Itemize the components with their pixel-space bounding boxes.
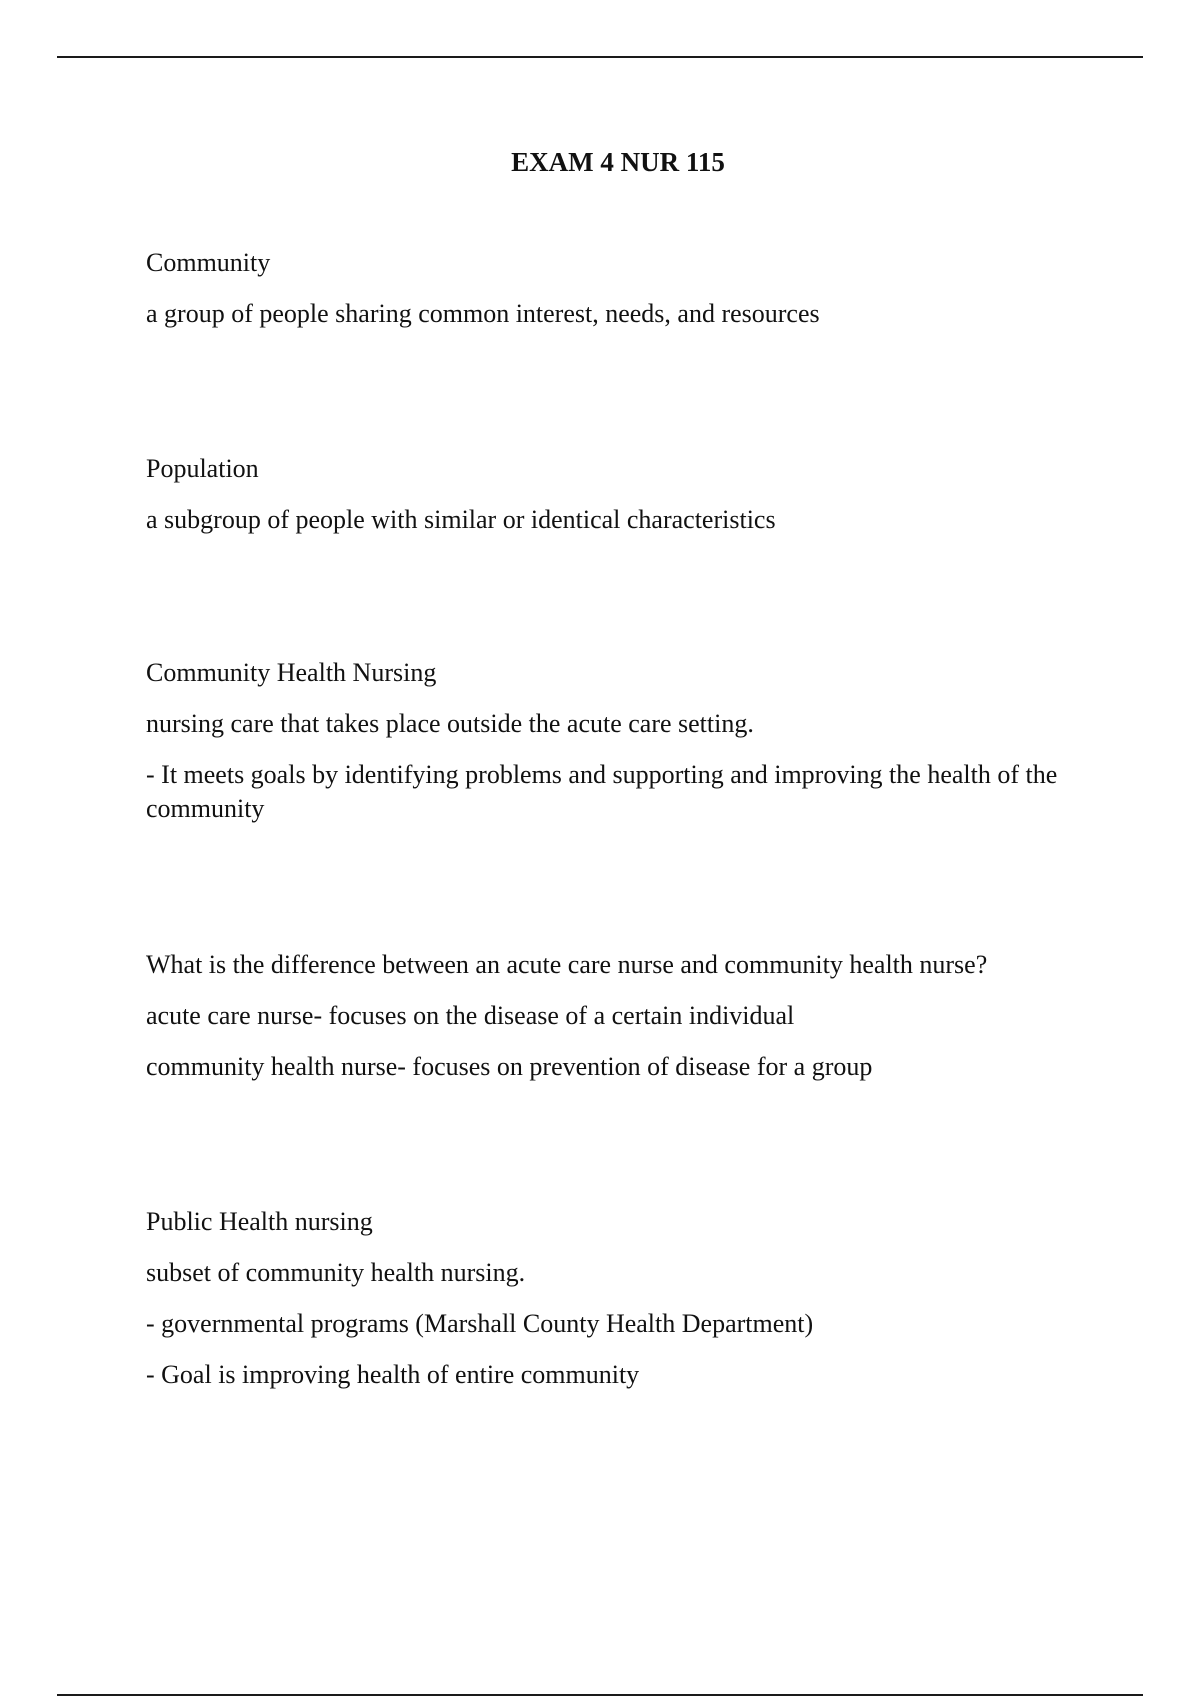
flashcard-entry [146, 246, 1076, 331]
entry-term: Public Health nursing [146, 1207, 373, 1236]
entry-definition: community health nurse- focuses on prevention of disease for a group [146, 1052, 873, 1081]
entry-term: Population [146, 454, 259, 483]
entry-term: Community Health Nursing [146, 658, 437, 687]
entry-definition: acute care nurse- focuses on the disease of a certain individual [146, 1001, 795, 1030]
entry-definition: a group of people sharing common interest, needs, and resources [146, 299, 820, 328]
entry-term: Community [146, 248, 271, 277]
flashcard-entry [146, 452, 1076, 537]
top-rule [57, 56, 1143, 58]
entry-definition: - governmental programs (Marshall County Health Department) [146, 1309, 814, 1338]
page-title: EXAM 4 NUR 115 [511, 147, 725, 177]
flashcard-entry [146, 1205, 1076, 1392]
entry-definition: a subgroup of people with similar or identical characteristics [146, 505, 776, 534]
entry-definition: - Goal is improving health of entire community [146, 1360, 640, 1389]
entry-definition: - It meets goals by identifying problems and supporting and improving the health of the community [146, 760, 1058, 823]
flashcard-entry [146, 948, 1076, 1084]
entry-definition: nursing care that takes place outside the acute care setting. [146, 709, 754, 738]
bottom-rule [57, 1694, 1143, 1696]
flashcard-entry [146, 656, 1076, 826]
entry-definition: subset of community health nursing. [146, 1258, 526, 1287]
entry-term: What is the difference between an acute care nurse and community health nurse? [146, 950, 988, 979]
